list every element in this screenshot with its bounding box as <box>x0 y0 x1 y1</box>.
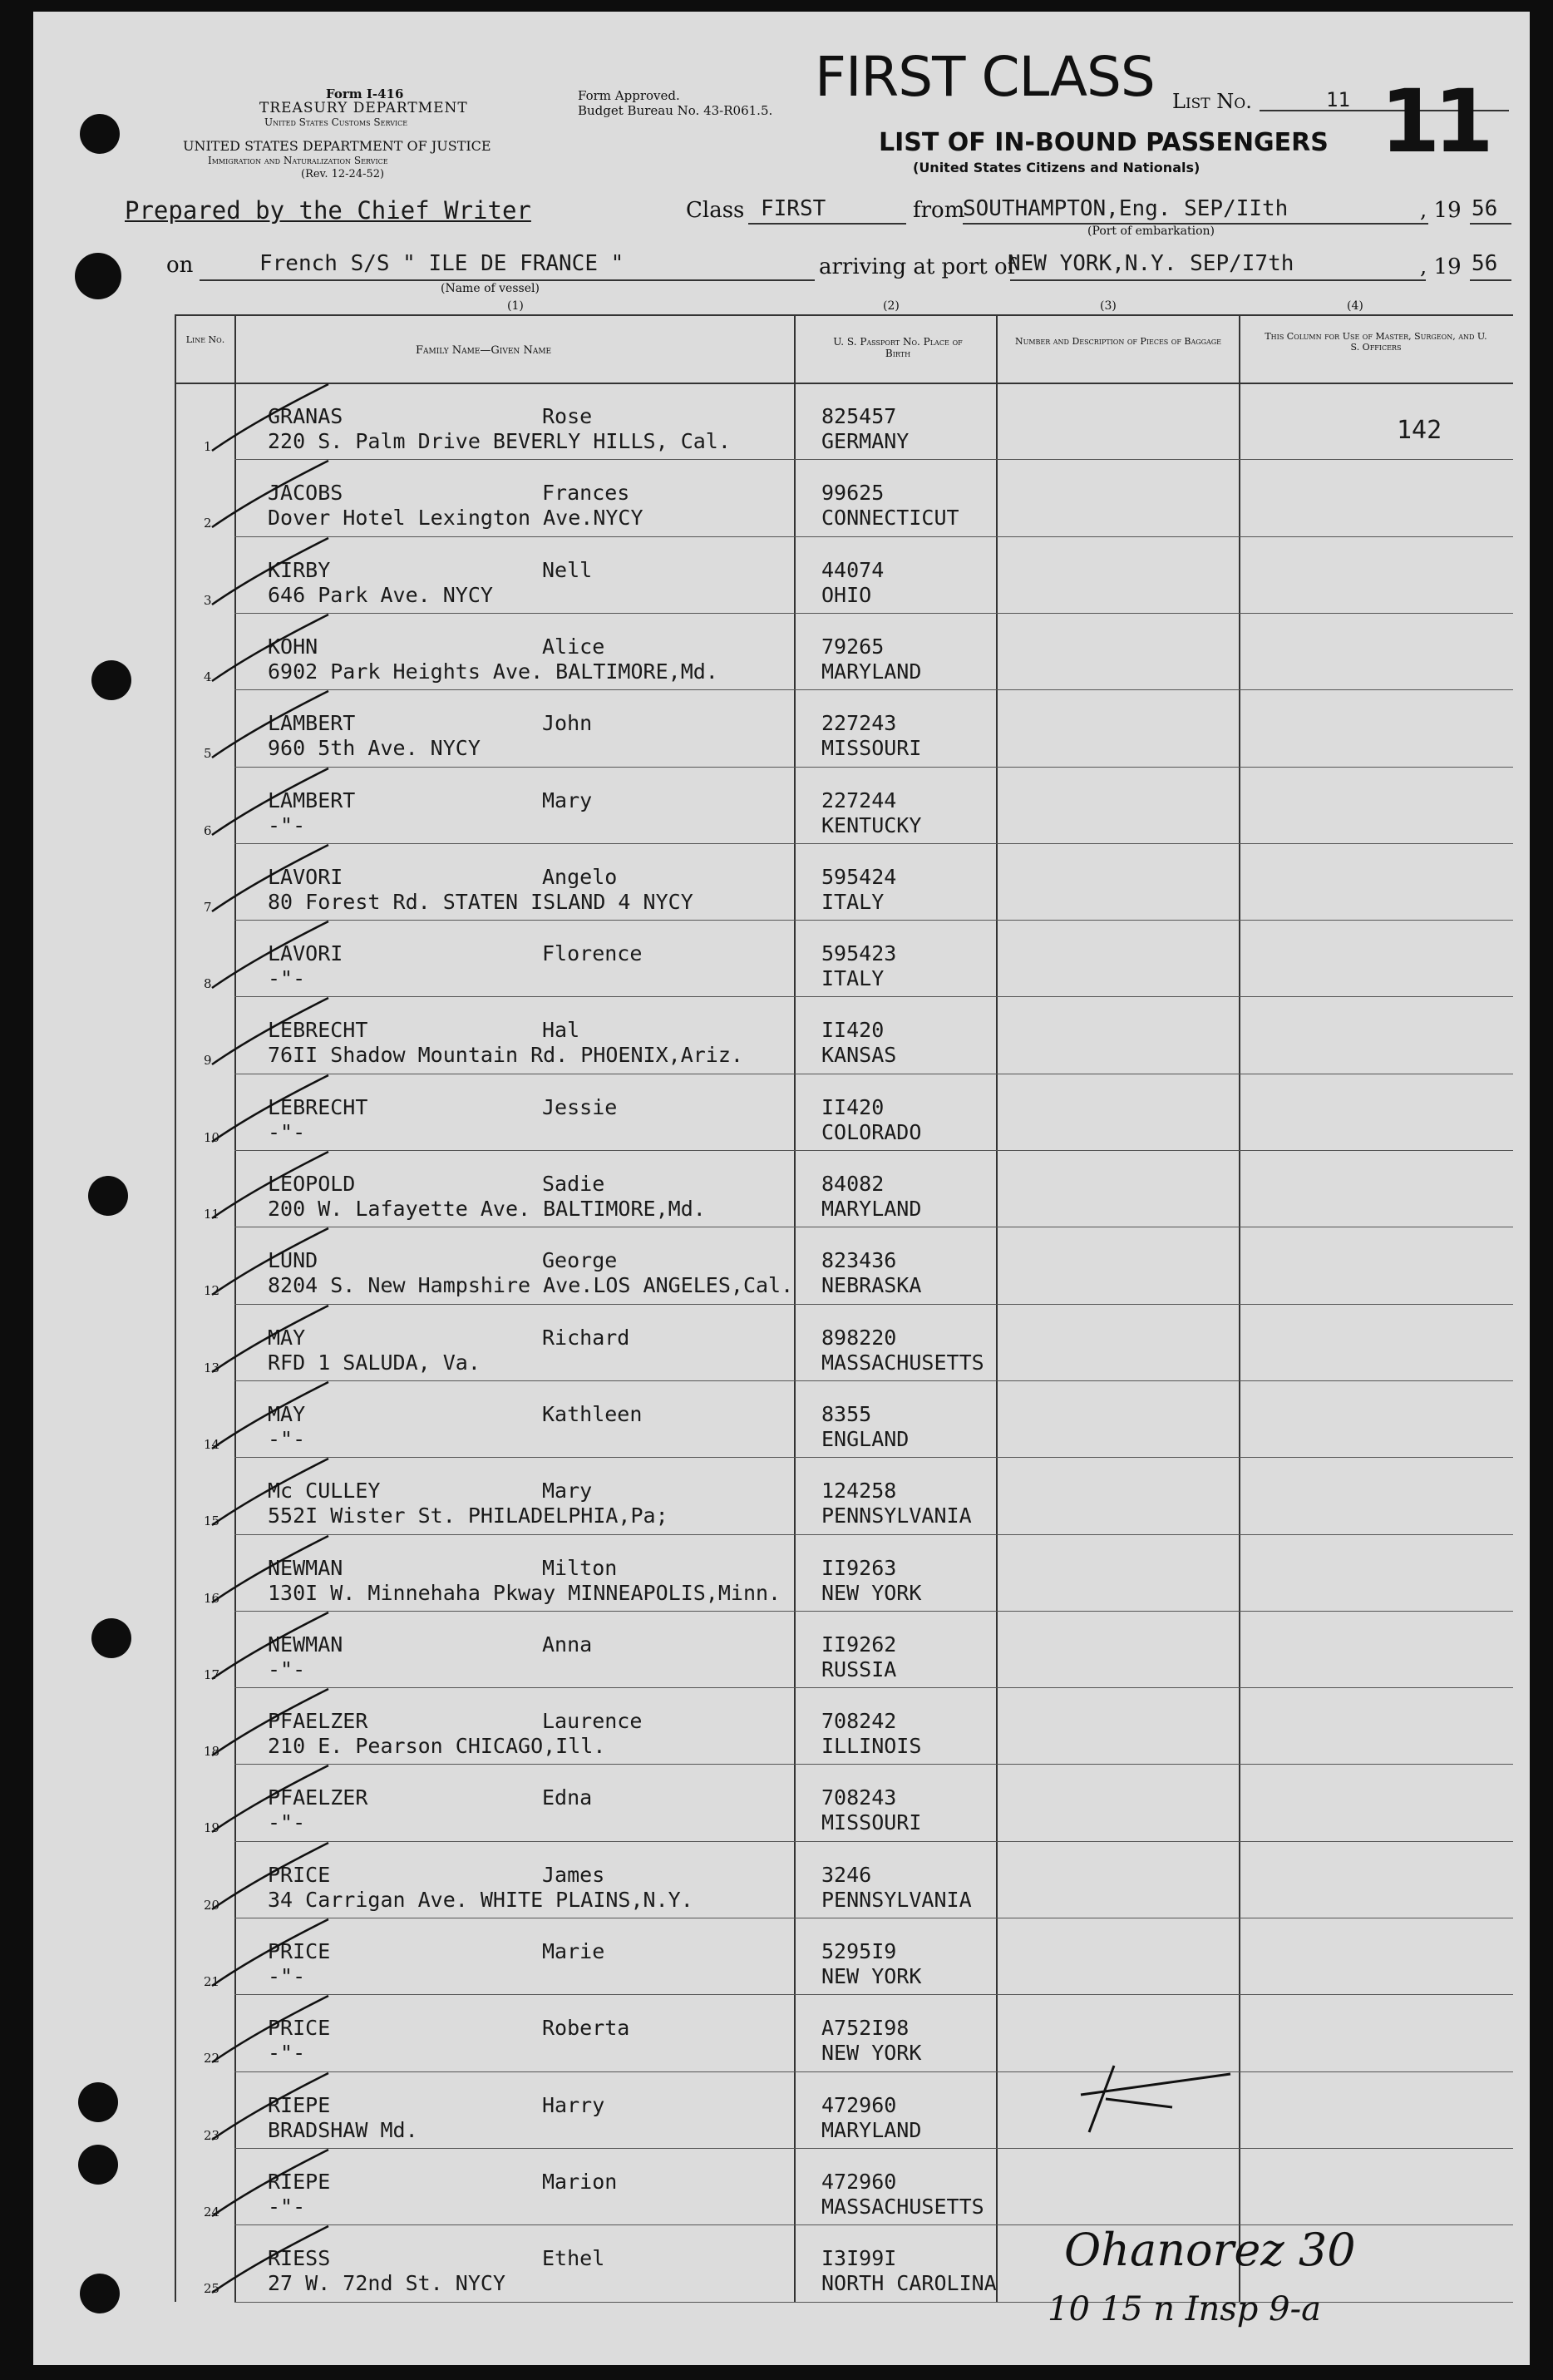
row-family-name: RIEPE <box>268 2092 331 2117</box>
row-line-number: 4 <box>204 669 212 684</box>
col-num-4: (4) <box>1347 299 1363 313</box>
from-year: 56 <box>1472 196 1498 221</box>
first-class-stamp: FIRST CLASS <box>815 45 1155 109</box>
row-given-name: Sadie <box>542 1172 605 1196</box>
row-line-number: 11 <box>204 1207 220 1222</box>
row-line-number: 14 <box>204 1436 220 1452</box>
form-approved: Form Approved. <box>578 88 680 103</box>
row-address: 210 E. Pearson CHICAGO,Ill. <box>268 1734 606 1759</box>
row-check-stroke <box>204 994 353 1077</box>
row-passport-no: A752I98 <box>821 2016 910 2041</box>
budget-bureau: Budget Bureau No. 43-R061.5. <box>578 103 773 118</box>
row-address: 552I Wister St. PHILADELPHIA,Pa; <box>268 1504 668 1528</box>
row-given-name: Nell <box>542 557 593 582</box>
row-given-name: Marie <box>542 1939 605 1963</box>
row-family-name: PRICE <box>268 2016 331 2041</box>
row-family-name: PFAELZER <box>268 1785 368 1810</box>
row-line-number: 15 <box>204 1513 220 1529</box>
row-divider <box>234 1150 1513 1151</box>
row-line-number: 5 <box>204 746 212 762</box>
row-family-name: RIESS <box>268 2246 331 2271</box>
row-check-stroke <box>204 1148 356 1231</box>
punch-hole <box>88 1176 128 1216</box>
row-given-name: Hal <box>542 1018 580 1043</box>
row-family-name: RIEPE <box>268 2169 331 2194</box>
punch-hole <box>78 2082 118 2122</box>
row-divider <box>234 1457 1513 1458</box>
customs-service: United States Customs Service <box>264 116 408 128</box>
handwritten-signature: Ohanorez 30 <box>1064 2224 1356 2276</box>
row-given-name: John <box>542 711 593 736</box>
row-check-stroke <box>204 1761 353 1844</box>
row-check-stroke <box>204 1992 353 2075</box>
row-divider <box>234 2148 1513 2149</box>
row-given-name: Richard <box>542 1325 630 1350</box>
arriving-label: arriving at port of <box>819 254 1016 279</box>
row-family-name: MAY <box>268 1401 306 1426</box>
arriving-year-prefix: , 19 <box>1420 254 1462 279</box>
row-passport-no: 898220 <box>821 1325 897 1350</box>
row-birth-place: MISSOURI <box>821 736 922 761</box>
row-birth-place: GERMANY <box>821 429 910 453</box>
col-header-name: Family Name—Given Name <box>416 344 552 357</box>
row-line-number: 6 <box>204 822 212 838</box>
punch-hole <box>80 114 120 154</box>
row-line-number: 18 <box>204 1744 220 1760</box>
punch-hole <box>91 660 131 700</box>
row-birth-place: RUSSIA <box>821 1657 897 1681</box>
row-divider <box>234 613 1513 614</box>
row-check-stroke <box>204 687 356 770</box>
row-passport-no: II9262 <box>821 1632 897 1657</box>
row-address: 130I W. Minnehaha Pkway MINNEAPOLIS,Minn. <box>268 1580 781 1605</box>
row-given-name: George <box>542 1248 618 1273</box>
list-no-stamp: 11 <box>1380 71 1487 172</box>
row-divider <box>234 1994 1513 1995</box>
row-divider <box>234 2302 1513 2303</box>
row-family-name: NEWMAN <box>268 1632 343 1657</box>
row-line-number: 9 <box>204 1053 212 1069</box>
arriving-value: NEW YORK,N.Y. SEP/I7th <box>1008 251 1294 276</box>
row-given-name: Laurence <box>542 1709 643 1734</box>
row-given-name: Alice <box>542 634 605 659</box>
row-divider <box>234 996 1513 997</box>
col-num-2: (2) <box>883 299 900 313</box>
row-birth-place: CONNECTICUT <box>821 506 959 531</box>
row-address: 34 Carrigan Ave. WHITE PLAINS,N.Y. <box>268 1887 693 1912</box>
row-check-stroke <box>204 2222 353 2305</box>
row-given-name: Mary <box>542 788 593 812</box>
manifest-sheet <box>33 12 1530 2365</box>
row-birth-place: NEW YORK <box>821 1964 922 1988</box>
row-address: 960 5th Ave. NYCY <box>268 736 481 761</box>
row-birth-place: MARYLAND <box>821 2117 922 2142</box>
row-address: -"- <box>268 1119 306 1144</box>
row-passport-no: 708243 <box>821 1785 897 1810</box>
row-passport-no: 5295I9 <box>821 1939 897 1963</box>
row-family-name: LAVORI <box>268 864 343 889</box>
row-address: -"- <box>268 812 306 837</box>
row-birth-place: COLORADO <box>821 1119 922 1144</box>
row-family-name: GRANAS <box>268 404 343 428</box>
row-family-name: PFAELZER <box>268 1709 368 1734</box>
row-passport-no: 124258 <box>821 1479 897 1504</box>
row-check-stroke <box>204 2145 353 2229</box>
row-family-name: NEWMAN <box>268 1555 343 1580</box>
port-embark-caption: (Port of embarkation) <box>1087 225 1215 238</box>
row-given-name: Jessie <box>542 1094 618 1119</box>
row-address: 646 Park Ave. NYCY <box>268 582 493 607</box>
row-passport-no: 99625 <box>821 481 885 506</box>
row-passport-no: I3I99I <box>821 2246 897 2271</box>
row-check-stroke <box>204 841 353 924</box>
row-divider <box>234 536 1513 537</box>
row-divider <box>234 1764 1513 1765</box>
row-passport-no: 595423 <box>821 941 897 966</box>
punch-hole <box>75 253 121 299</box>
row-passport-no: 472960 <box>821 2092 897 2117</box>
row-given-name: Edna <box>542 1785 593 1810</box>
row-birth-place: KANSAS <box>821 1043 897 1068</box>
row-family-name: LAVORI <box>268 941 343 966</box>
row-check-stroke <box>204 1071 353 1154</box>
row-divider <box>234 1687 1513 1688</box>
row-line-number: 16 <box>204 1590 220 1606</box>
row-passport-no: 84082 <box>821 1172 885 1196</box>
col-header-officers: This Column for Use of Master, Surgeon, and U. S. Officers <box>1265 331 1487 353</box>
row-line-number: 2 <box>204 516 212 531</box>
prepared-by: Prepared by the Chief Writer <box>125 196 531 225</box>
row-divider <box>234 2071 1513 2072</box>
punch-hole <box>91 1618 131 1658</box>
row-birth-place: MARYLAND <box>821 659 922 684</box>
from-value: SOUTHAMPTON,Eng. SEP/IIth <box>963 196 1289 221</box>
row-family-name: LUND <box>268 1248 318 1273</box>
row-check-stroke <box>204 2069 353 2152</box>
row-address: 8204 S. New Hampshire Ave.LOS ANGELES,Cal. <box>268 1273 794 1298</box>
row-passport-no: 825457 <box>821 404 897 428</box>
class-value: FIRST <box>761 196 826 221</box>
row-address: BRADSHAW Md. <box>268 2117 418 2142</box>
row-family-name: MAY <box>268 1325 306 1350</box>
handwritten-notation: 10 15 n Insp 9-a <box>1048 2290 1321 2328</box>
row-line-number: 25 <box>204 2281 220 2297</box>
row-birth-place: ITALY <box>821 889 885 914</box>
row-birth-place: MASSACHUSETTS <box>821 1350 984 1375</box>
row-passport-no: 823436 <box>821 1248 897 1273</box>
row-check-stroke <box>204 1915 353 1998</box>
row-passport-no: 8355 <box>821 1401 872 1426</box>
row-birth-place: PENNSYLVANIA <box>821 1887 972 1912</box>
row-given-name: Florence <box>542 941 643 966</box>
row-family-name: PRICE <box>268 1862 331 1887</box>
row-address: -"- <box>268 1810 306 1835</box>
row-divider <box>234 1841 1513 1842</box>
row-family-name: LEBRECHT <box>268 1018 368 1043</box>
row-birth-place: ENGLAND <box>821 1426 910 1451</box>
row-birth-place: MARYLAND <box>821 1197 922 1221</box>
row-family-name: KIRBY <box>268 557 331 582</box>
row-birth-place: KENTUCKY <box>821 812 922 837</box>
baggage-check-mark <box>1064 2049 1264 2141</box>
row-check-stroke <box>204 764 356 847</box>
row-given-name: Harry <box>542 2092 605 2117</box>
col-header-baggage: Number and Description of Pieces of Baggage <box>1014 336 1222 347</box>
row-address: -"- <box>268 2041 306 2066</box>
row-check-stroke <box>204 1608 353 1691</box>
row-line-number: 22 <box>204 2051 220 2066</box>
row-address: 76II Shadow Mountain Rd. PHOENIX,Ariz. <box>268 1043 743 1068</box>
col-header-line-no: Line No. <box>185 334 225 345</box>
row-given-name: Ethel <box>542 2246 605 2271</box>
row-given-name: Frances <box>542 481 630 506</box>
row-passport-no: 3246 <box>821 1862 872 1887</box>
row-line-number: 19 <box>204 1820 220 1836</box>
row-line-number: 1 <box>204 439 212 454</box>
row-birth-place: NORTH CAROLINA <box>821 2271 997 2296</box>
row-birth-place: ITALY <box>821 966 885 991</box>
on-label: on <box>166 253 194 278</box>
row-family-name: LAMBERT <box>268 788 356 812</box>
row-passport-no: II420 <box>821 1094 885 1119</box>
row-divider <box>234 689 1513 690</box>
row-family-name: JACOBS <box>268 481 343 506</box>
row-address: -"- <box>268 966 306 991</box>
row-officer-note: 142 <box>1397 416 1442 445</box>
row-family-name: Mc CULLEY <box>268 1479 381 1504</box>
row-line-number: 21 <box>204 1974 220 1989</box>
row-family-name: KOHN <box>268 634 318 659</box>
row-line-number: 7 <box>204 899 212 915</box>
row-line-number: 17 <box>204 1666 220 1682</box>
row-divider <box>234 459 1513 460</box>
form-subtitle: (United States Citizens and Nationals) <box>913 160 1200 175</box>
row-address: -"- <box>268 1426 306 1451</box>
row-address: -"- <box>268 1657 306 1681</box>
row-passport-no: 79265 <box>821 634 885 659</box>
row-passport-no: 595424 <box>821 864 897 889</box>
row-passport-no: II9263 <box>821 1555 897 1580</box>
list-no-label: List No. <box>1172 90 1252 113</box>
row-given-name: James <box>542 1862 605 1887</box>
row-family-name: LAMBERT <box>268 711 356 736</box>
row-check-stroke <box>204 380 353 463</box>
row-given-name: Milton <box>542 1555 618 1580</box>
row-passport-no: II420 <box>821 1018 885 1043</box>
row-birth-place: NEW YORK <box>821 1580 922 1605</box>
row-check-stroke <box>204 457 353 540</box>
rev-date: (Rev. 12-24-52) <box>301 168 385 180</box>
row-given-name: Roberta <box>542 2016 630 2041</box>
row-given-name: Kathleen <box>542 1401 643 1426</box>
from-label: from <box>913 198 965 223</box>
row-line-number: 10 <box>204 1129 220 1145</box>
row-address: 220 S. Palm Drive BEVERLY HILLS, Cal. <box>268 429 731 453</box>
row-check-stroke <box>204 610 353 694</box>
row-line-number: 13 <box>204 1360 220 1375</box>
row-check-stroke <box>204 1224 353 1307</box>
row-check-stroke <box>204 1685 353 1768</box>
row-passport-no: 227244 <box>821 788 897 812</box>
row-divider <box>234 1534 1513 1535</box>
treasury-dept: TREASURY DEPARTMENT <box>259 100 468 116</box>
row-line-number: 20 <box>204 1897 220 1913</box>
row-birth-place: MISSOURI <box>821 1810 922 1835</box>
row-given-name: Angelo <box>542 864 618 889</box>
row-birth-place: MASSACHUSETTS <box>821 2194 984 2219</box>
row-check-stroke <box>204 1454 353 1538</box>
row-divider <box>234 767 1513 768</box>
row-birth-place: PENNSYLVANIA <box>821 1504 972 1528</box>
vessel-value: French S/S " ILE DE FRANCE " <box>259 251 624 276</box>
row-address: RFD 1 SALUDA, Va. <box>268 1350 481 1375</box>
row-given-name: Anna <box>542 1632 593 1657</box>
row-passport-no: 44074 <box>821 557 885 582</box>
form-number: Form I-416 <box>326 86 404 101</box>
row-line-number: 23 <box>204 2127 220 2143</box>
form-title: LIST OF IN-BOUND PASSENGERS <box>879 128 1329 157</box>
row-passport-no: 472960 <box>821 2169 897 2194</box>
row-address: 200 W. Lafayette Ave. BALTIMORE,Md. <box>268 1197 706 1221</box>
row-divider <box>234 843 1513 844</box>
justice-dept: UNITED STATES DEPARTMENT OF JUSTICE <box>183 138 491 154</box>
row-given-name: Rose <box>542 404 593 428</box>
row-line-number: 24 <box>204 2204 220 2220</box>
row-family-name: LEOPOLD <box>268 1172 356 1196</box>
punch-hole <box>78 2145 118 2185</box>
row-address: -"- <box>268 1964 306 1988</box>
row-birth-place: NEW YORK <box>821 2041 922 2066</box>
class-label: Class <box>686 198 745 223</box>
immigration-service: Immigration and Naturalization Service <box>208 155 388 166</box>
row-check-stroke <box>204 917 353 1000</box>
row-birth-place: ILLINOIS <box>821 1734 922 1759</box>
row-divider <box>234 1380 1513 1381</box>
row-check-stroke <box>204 1532 353 1615</box>
list-no-typed: 11 <box>1326 88 1350 111</box>
col-num-3: (3) <box>1100 299 1117 313</box>
row-family-name: LEBRECHT <box>268 1094 368 1119</box>
row-birth-place: NEBRASKA <box>821 1273 922 1298</box>
row-passport-no: 708242 <box>821 1709 897 1734</box>
row-given-name: Mary <box>542 1479 593 1504</box>
col-num-1: (1) <box>507 299 524 313</box>
col-header-passport: U. S. Passport No. Place of Birth <box>833 336 963 359</box>
row-address: -"- <box>268 2194 306 2219</box>
row-address: 27 W. 72nd St. NYCY <box>268 2271 505 2296</box>
row-divider <box>234 920 1513 921</box>
row-check-stroke <box>204 534 353 617</box>
row-divider <box>234 1611 1513 1612</box>
row-passport-no: 227243 <box>821 711 897 736</box>
arriving-year: 56 <box>1472 251 1498 276</box>
row-line-number: 12 <box>204 1283 220 1299</box>
row-check-stroke <box>204 1378 353 1461</box>
row-address: Dover Hotel Lexington Ave.NYCY <box>268 506 643 531</box>
vessel-caption: (Name of vessel) <box>441 282 540 295</box>
row-check-stroke <box>204 1839 353 1922</box>
row-line-number: 8 <box>204 976 212 992</box>
row-address: 6902 Park Heights Ave. BALTIMORE,Md. <box>268 659 718 684</box>
row-birth-place: OHIO <box>821 582 872 607</box>
punch-hole <box>80 2274 120 2313</box>
row-check-stroke <box>204 1301 353 1385</box>
row-address: 80 Forest Rd. STATEN ISLAND 4 NYCY <box>268 889 693 914</box>
row-family-name: PRICE <box>268 1939 331 1963</box>
row-line-number: 3 <box>204 592 212 608</box>
from-year-prefix: , 19 <box>1420 198 1462 223</box>
row-given-name: Marion <box>542 2169 618 2194</box>
row-divider <box>234 1304 1513 1305</box>
